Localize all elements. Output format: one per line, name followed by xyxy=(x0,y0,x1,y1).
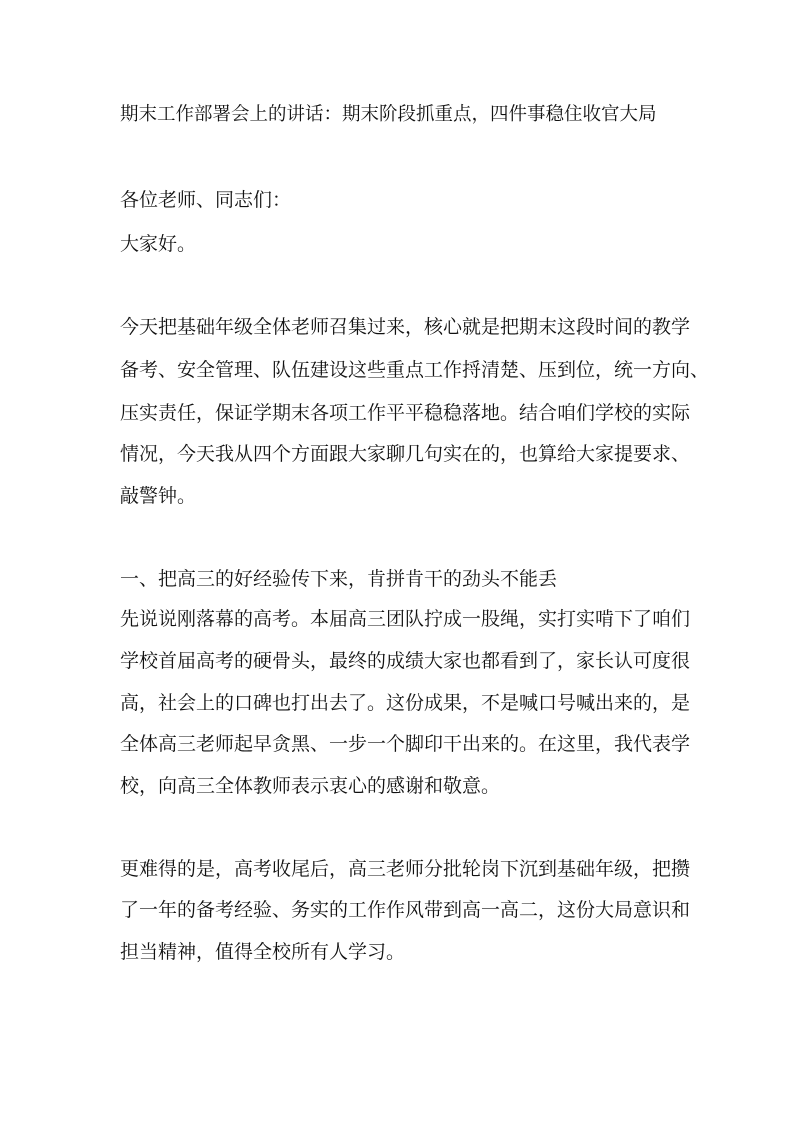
paragraph-line: 更难得的是，高考收尾后，高三老师分批轮岗下沉到基础年级，把攒 xyxy=(120,858,691,880)
paragraph-line: 了一年的备考经验、务实的工作作风带到高一高二，这份大局意识和 xyxy=(120,899,691,921)
greeting: 大家好。 xyxy=(120,233,197,255)
paragraph-line: 高，社会上的口碑也打出去了。这份成果，不是喊口号喊出来的，是 xyxy=(120,692,691,714)
salutation: 各位老师、同志们： xyxy=(120,189,292,211)
paragraph-line: 担当精神，值得全校所有人学习。 xyxy=(120,941,406,963)
intro-line: 备考、安全管理、队伍建设这些重点工作捋清楚、压到位，统一方向、 xyxy=(120,359,710,381)
paragraph-line: 全体高三老师起早贪黑、一步一个脚印干出来的。在这里，我代表学 xyxy=(120,733,691,755)
section-heading: 一、把高三的好经验传下来，肯拼肯干的劲头不能丢 xyxy=(120,568,558,590)
intro-line: 压实责任，保证学期末各项工作平平稳稳落地。结合咱们学校的实际 xyxy=(120,402,691,424)
intro-line: 情况，今天我从四个方面跟大家聊几句实在的，也算给大家提要求、 xyxy=(120,443,691,465)
intro-line: 敲警钟。 xyxy=(120,485,197,507)
paragraph-line: 校，向高三全体教师表示衷心的感谢和敬意。 xyxy=(120,775,501,797)
intro-line: 今天把基础年级全体老师召集过来，核心就是把期末这段时间的教学 xyxy=(120,316,691,338)
paragraph-line: 学校首届高考的硬骨头，最终的成绩大家也都看到了，家长认可度很 xyxy=(120,650,691,672)
paragraph-line: 先说说刚落幕的高考。本届高三团队拧成一股绳，实打实啃下了咱们 xyxy=(120,608,691,630)
document-title: 期末工作部署会上的讲话：期末阶段抓重点，四件事稳住收官大局 xyxy=(120,104,657,125)
